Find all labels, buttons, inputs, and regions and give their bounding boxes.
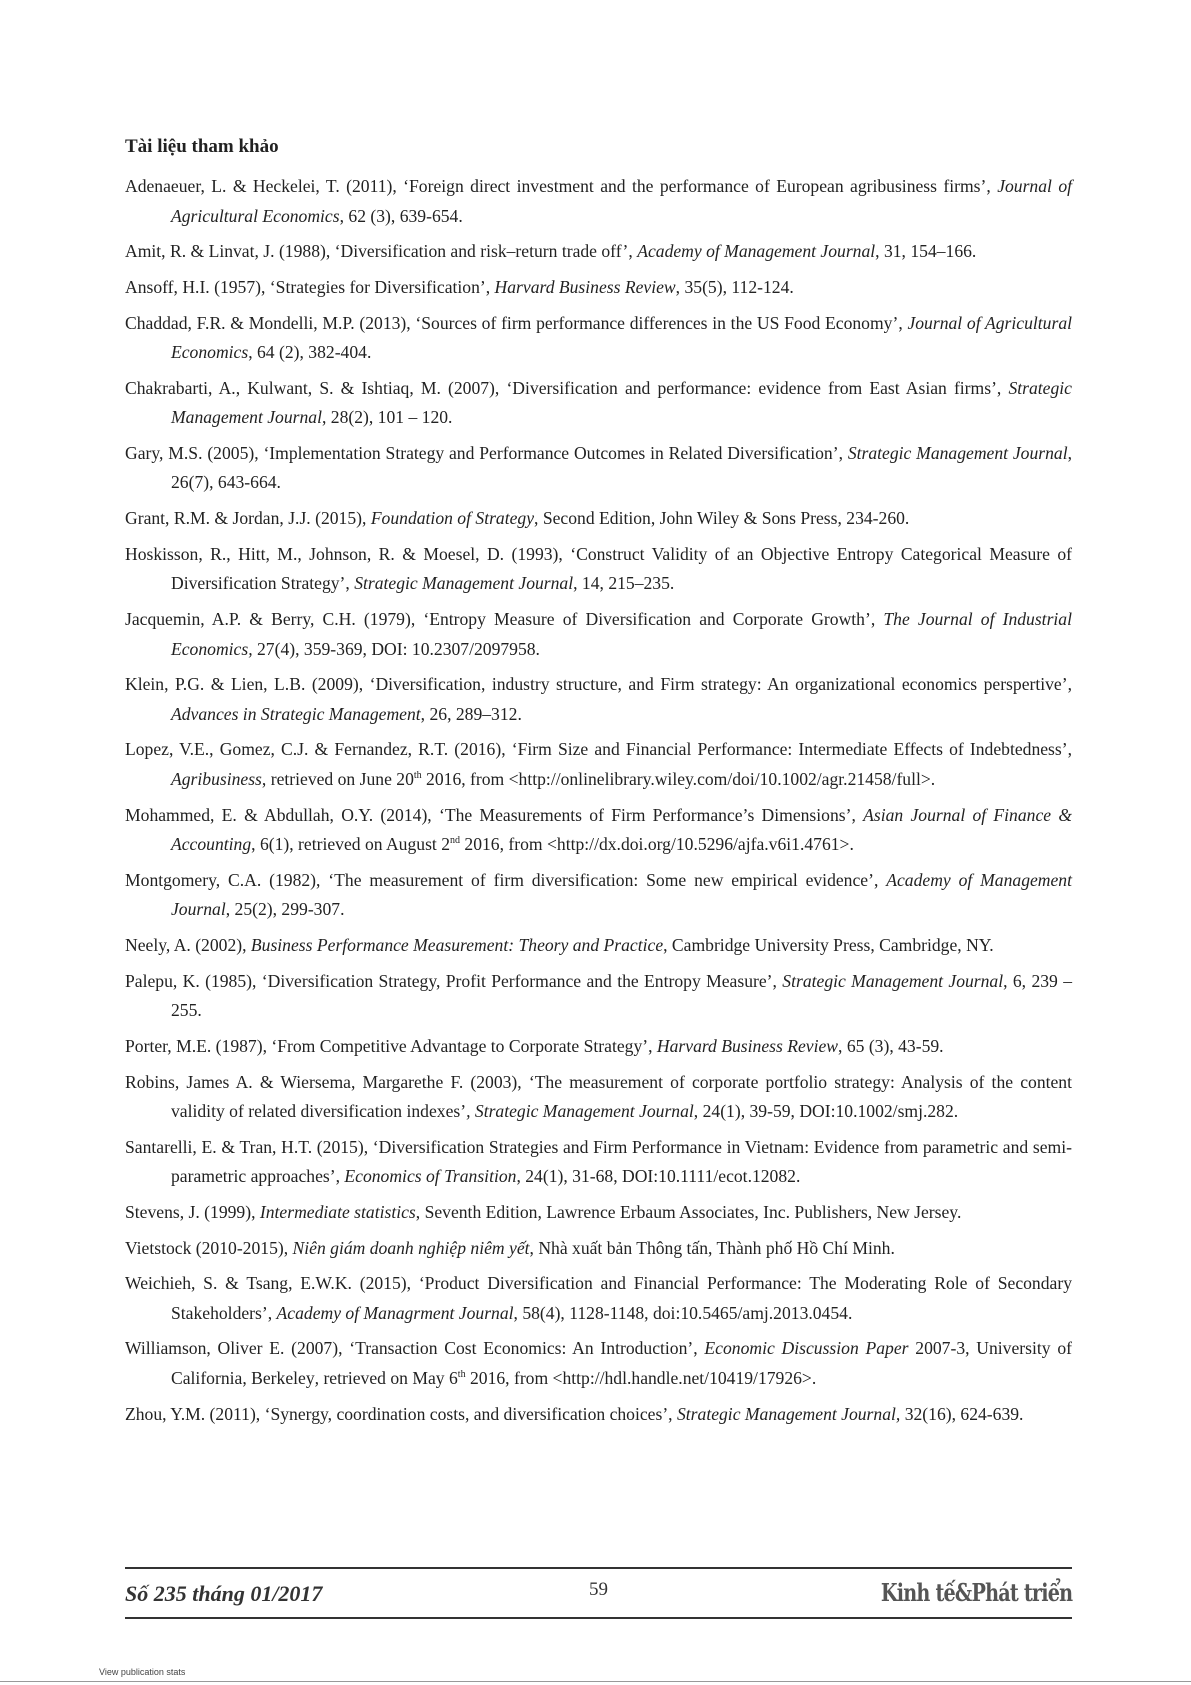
reference-text: Lopez, V.E., Gomez, C.J. & Fernandez, R.T. (2016), ‘Firm Size and Financial Performance: Intermediate Effects of Indebtedness’, [125, 739, 1072, 760]
reference-item [125, 1269, 1072, 1328]
reference-text: Stevens, J. (1999), [125, 1201, 260, 1222]
reference-item [125, 1234, 1072, 1264]
reference-text: , 31, 154–166. [875, 241, 977, 262]
reference-text: 2016, from <http://dx.doi.org/10.5296/ajfa.v6i1.4761>. [460, 834, 854, 855]
reference-text: Mohammed, E. & Abdullah, O.Y. (2014), ‘The Measurements of Firm Performance’s Dimensions’, [125, 804, 864, 825]
reference-text: , 26, 289–312. [420, 703, 522, 724]
reference-item [125, 374, 1072, 433]
reference-text: , 35(5), 112-124. [675, 276, 794, 297]
page-footer [125, 1567, 1072, 1619]
reference-text: Chaddad, F.R. & Mondelli, M.P. (2013), ‘Sources of firm performance differences in the US Food Economy’, [125, 312, 908, 333]
reference-text: nd [450, 835, 461, 847]
reference-text: 2007-3, University of California, Berkeley [171, 1338, 1072, 1388]
reference-text: , retrieved on June 20 [261, 768, 414, 789]
reference-text: Palepu, K. (1985), ‘Diversification Strategy, Profit Performance and the Entropy Measure’, [125, 970, 783, 991]
reference-text: Gary, M.S. (2005), ‘Implementation Strategy and Performance Outcomes in Related Diversification’, [125, 442, 848, 463]
reference-text: , 65 (3), 43-59. [838, 1035, 944, 1056]
reference-text: , 64 (2), 382-404. [248, 342, 372, 363]
reference-source: Harvard Business Review [494, 276, 676, 297]
journal-logo: Kinh tế&Phát triển [880, 1578, 1072, 1607]
reference-item [125, 1133, 1072, 1192]
section-heading: Tài liệu tham khảo [125, 136, 279, 157]
reference-text: , 28(2), 101 – 120. [321, 407, 453, 428]
reference-item [125, 1334, 1072, 1393]
reference-text: Vietstock (2010-2015), [125, 1237, 293, 1258]
reference-text: , 24(1), 31-68, DOI:10.1111/ecot.12082. [516, 1166, 801, 1187]
reference-source: Harvard Business Review [656, 1035, 839, 1056]
reference-source: Agribusiness [171, 768, 262, 789]
reference-text: Grant, R.M. & Jordan, J.J. (2015), [125, 508, 371, 529]
issue-label: Số 235 tháng 01/2017 [125, 1581, 323, 1606]
reference-source: Strategic Management Journal [354, 573, 574, 594]
reference-text: Jacquemin, A.P. & Berry, C.H. (1979), ‘Entropy Measure of Diversification and Corporate Growth’, [125, 609, 884, 629]
reference-source: Economic Discussion Paper [704, 1338, 909, 1359]
reference-source: Academy of Managrment Journal [276, 1302, 514, 1323]
reference-text: Porter, M.E. (1987), ‘From Competitive Advantage to Corporate Strategy’, [125, 1035, 657, 1056]
reference-item [125, 1198, 1072, 1228]
reference-text: Chakrabarti, A., Kulwant, S. & Ishtiaq, M. (2007), ‘Diversification and performance: evidence from East Asian firms’, [125, 377, 1009, 398]
reference-text: Neely, A. (2002), [125, 934, 251, 955]
reference-text: , Nhà xuất bản Thông tấn, Thành phố Hồ Chí Minh. [529, 1237, 895, 1258]
reference-list [125, 172, 1072, 1429]
reference-source: The Journal of Industrial Economics, [171, 609, 1072, 659]
reference-source: Strategic Management Journal [171, 377, 1072, 428]
reference-source: Journal of Agricultural Economics [171, 312, 1073, 363]
reference-text: Weichieh, S. & Tsang, E.W.K. (2015), ‘Product Diversification and Financial Performance: The Moderating Role of Secondary Stakeholders’, [125, 1273, 1072, 1323]
reference-item [125, 866, 1072, 925]
reference-text: , Seventh Edition, Lawrence Erbaum Associates, Inc. Publishers, New Jersey. [415, 1201, 962, 1222]
reference-item [125, 237, 1072, 267]
reference-source: Advances in Strategic Management [171, 703, 421, 724]
reference-item [125, 670, 1072, 729]
reference-text: Robins, James A. & Wiersema, Margarethe F. (2003), ‘The measurement of corporate portfolio strategy: Analysis of the content validity of related diversification indexes’ [125, 1071, 1072, 1121]
references-section [125, 136, 1072, 1435]
reference-text: , 6(1), retrieved on August 2 [251, 834, 451, 855]
reference-source: Strategic Management Journal, [676, 1403, 901, 1424]
reference-item [125, 605, 1072, 664]
view-publication-stats-link[interactable]: View publication stats [99, 1667, 186, 1677]
reference-item [125, 967, 1072, 1026]
reference-item [125, 735, 1072, 794]
reference-source: Strategic Management Journal [782, 970, 1004, 991]
reference-text: th [413, 770, 422, 782]
reference-item [125, 801, 1072, 860]
reference-text: , Second Edition, John Wiley & Sons Press, 234-260. [534, 508, 910, 529]
reference-text: th [457, 1369, 466, 1381]
reference-item [125, 540, 1072, 599]
reference-text: , 26(7), 643-664. [171, 442, 1073, 493]
reference-source: , [314, 1367, 320, 1388]
reference-text: , 24(1), 39-59, DOI:10.1002/smj.282. [693, 1101, 959, 1121]
reference-item [125, 273, 1072, 303]
reference-source: Economics of Transition [344, 1166, 517, 1187]
reference-text: , 6, 239 – 255. [171, 970, 1072, 1021]
reference-text: Montgomery, C.A. (1982), ‘The measurement of firm diversification: Some new empirical evidence’, [125, 869, 887, 890]
reference-item [125, 172, 1072, 231]
reference-text: Klein, P.G. & Lien, L.B. (2009), ‘Diversification, industry structure, and Firm strategy: An organizational economics perspertive’, [125, 674, 1072, 695]
page-number: 59 [589, 1579, 608, 1600]
reference-source: Business Performance Measurement: Theory and Practice [250, 934, 664, 955]
reference-text: 2016, from <http://hdl.handle.net/10419/17926>. [465, 1367, 817, 1388]
reference-source: Journal of Agricultural Economics [171, 176, 1072, 226]
reference-text: , Cambridge University Press, Cambridge, NY. [663, 934, 994, 955]
reference-text: 2016, from <http://onlinelibrary.wiley.com/doi/10.1002/agr.21458/full>. [421, 768, 936, 789]
reference-text: 32(16), 624-639. [900, 1403, 1024, 1424]
reference-item [125, 1032, 1072, 1062]
reference-text: Williamson, Oliver E. (2007), ‘Transaction Cost Economics: An Introduction’, [125, 1338, 705, 1359]
reference-text: Adenaeuer, L. & Heckelei, T. (2011), ‘Foreign direct investment and the performance of European agribusiness firms’, [125, 176, 998, 196]
reference-text: , 58(4), 1128-1148, doi:10.5465/amj.2013.0454. [513, 1302, 853, 1323]
reference-item [125, 1400, 1072, 1430]
reference-source: Niên giám doanh nghiệp niêm yết [292, 1237, 530, 1258]
reference-source: Strategic Management Journal [847, 442, 1068, 463]
reference-source: Academy of Management Journal [171, 869, 1072, 920]
reference-text: retrieved on May 6 [319, 1367, 458, 1388]
bottom-divider [0, 1681, 1191, 1682]
reference-item [125, 931, 1072, 961]
reference-text: Ansoff, H.I. (1957), ‘Strategies for Diversification’, [125, 276, 495, 297]
reference-source: Intermediate statistics [259, 1201, 416, 1222]
reference-source: , Strategic Management Journal [466, 1101, 694, 1121]
reference-source: Foundation of Strategy [370, 508, 535, 529]
reference-text: Amit, R. & Linvat, J. (1988), ‘Diversification and risk–return trade off’, [125, 241, 638, 262]
reference-text: 27(4), 359-369, DOI: 10.2307/2097958. [252, 638, 540, 659]
reference-text: Zhou, Y.M. (2011), ‘Synergy, coordination costs, and diversification choices’, [125, 1403, 677, 1424]
reference-text: , 25(2), 299-307. [225, 899, 345, 920]
reference-item [125, 1068, 1072, 1127]
reference-text: Santarelli, E. & Tran, H.T. (2015), ‘Diversification Strategies and Firm Performance in Vietnam: Evidence from parametric and semi-parametric approaches’, [125, 1136, 1072, 1187]
reference-item [125, 309, 1072, 368]
reference-text: Hoskisson, R., Hitt, M., Johnson, R. & Moesel, D. (1993), ‘Construct Validity of an Objective Entropy Categorical Measure of Diversification Strategy’, [125, 543, 1072, 594]
reference-source: Academy of Management Journal [637, 241, 876, 262]
reference-source: Asian Journal of Finance & Accounting [171, 804, 1073, 855]
reference-item [125, 439, 1072, 498]
reference-item [125, 504, 1072, 534]
reference-text: , 62 (3), 639-654. [339, 205, 463, 226]
reference-text: , 14, 215–235. [573, 573, 675, 594]
